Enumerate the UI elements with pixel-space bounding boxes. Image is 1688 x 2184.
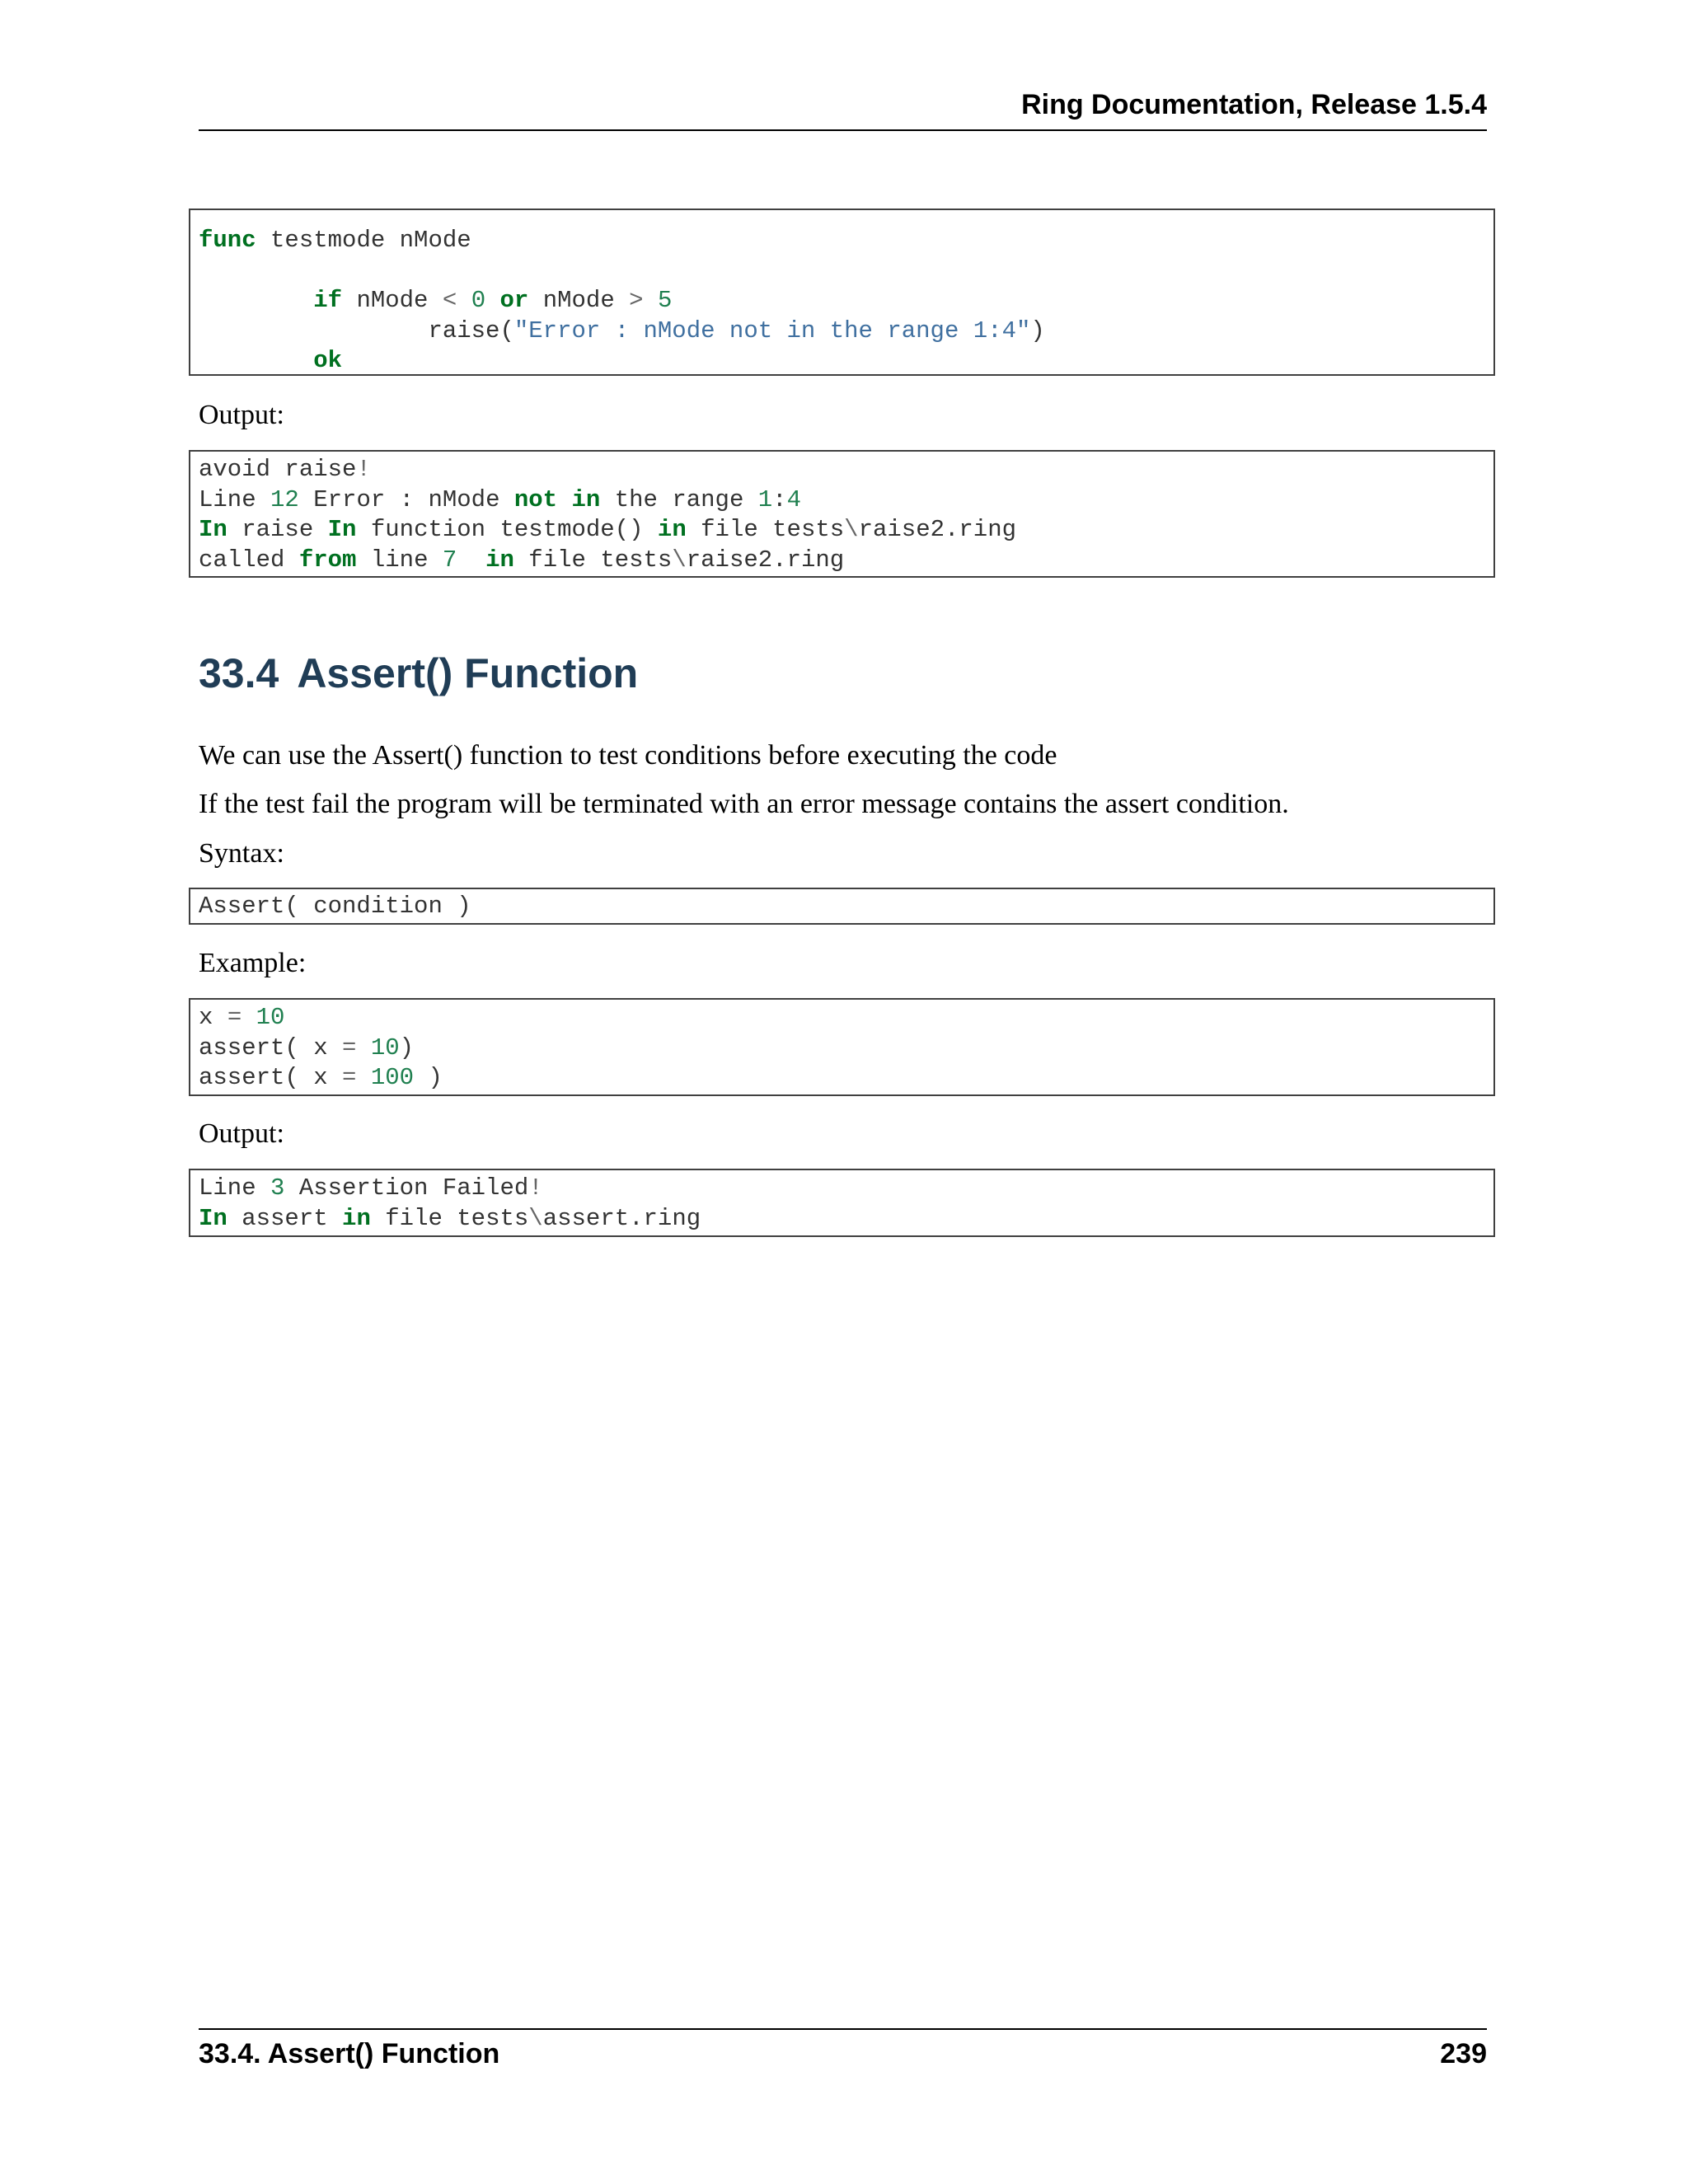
code-block-testmode — [189, 209, 1495, 376]
page-number: 239 — [1440, 2038, 1487, 2069]
code-line: raise("Error : nMode not in the range 1:4") — [199, 316, 1045, 344]
output-block-assert — [189, 1169, 1495, 1237]
code-line: In raise In function testmode() in file tests\raise2.ring — [199, 516, 1017, 543]
footer-section-label: 33.4. Assert() Function — [199, 2038, 500, 2069]
section-heading — [199, 649, 638, 697]
code-line: called from line 7 in file tests\raise2.ring — [199, 546, 845, 574]
output-block-raise — [189, 450, 1495, 578]
code-line: x = 10 — [199, 1004, 285, 1031]
syntax-label: Syntax: — [199, 838, 284, 869]
code-line: avoid raise! — [199, 456, 371, 483]
output-label: Output: — [199, 1118, 284, 1149]
code-line: Assert( condition ) — [199, 893, 471, 920]
code-line: assert( x = 10) — [199, 1033, 415, 1062]
example-label: Example: — [199, 948, 307, 978]
code-line — [199, 256, 1485, 287]
output-label: Output: — [199, 400, 284, 430]
code-line: assert( x = 100 ) — [199, 1064, 443, 1091]
document-page — [199, 0, 1487, 2184]
code-line: In assert in file tests\assert.ring — [199, 1204, 701, 1232]
paragraph-assert-intro: We can use the Assert() function to test conditions before executing the code — [199, 740, 1057, 771]
header-rule — [199, 129, 1487, 131]
code-line: if nMode < 0 or nMode > 5 — [313, 287, 673, 314]
code-line: Line 3 Assertion Failed! — [199, 1174, 543, 1202]
section-title: Assert() Function — [297, 650, 639, 696]
paragraph-assert-fail: If the test fail the program will be terminated with an error message contains the assert condition. — [199, 789, 1289, 819]
section-number: 33.4 — [199, 650, 279, 696]
example-code-block — [189, 998, 1495, 1096]
running-header: Ring Documentation, Release 1.5.4 — [1021, 89, 1487, 120]
code-line: func testmode nMode — [199, 227, 471, 254]
syntax-code-block — [189, 888, 1495, 925]
footer-rule — [199, 2028, 1487, 2030]
code-line: Line 12 Error : nMode not in the range 1:4 — [199, 485, 801, 513]
code-line: ok — [313, 347, 343, 374]
